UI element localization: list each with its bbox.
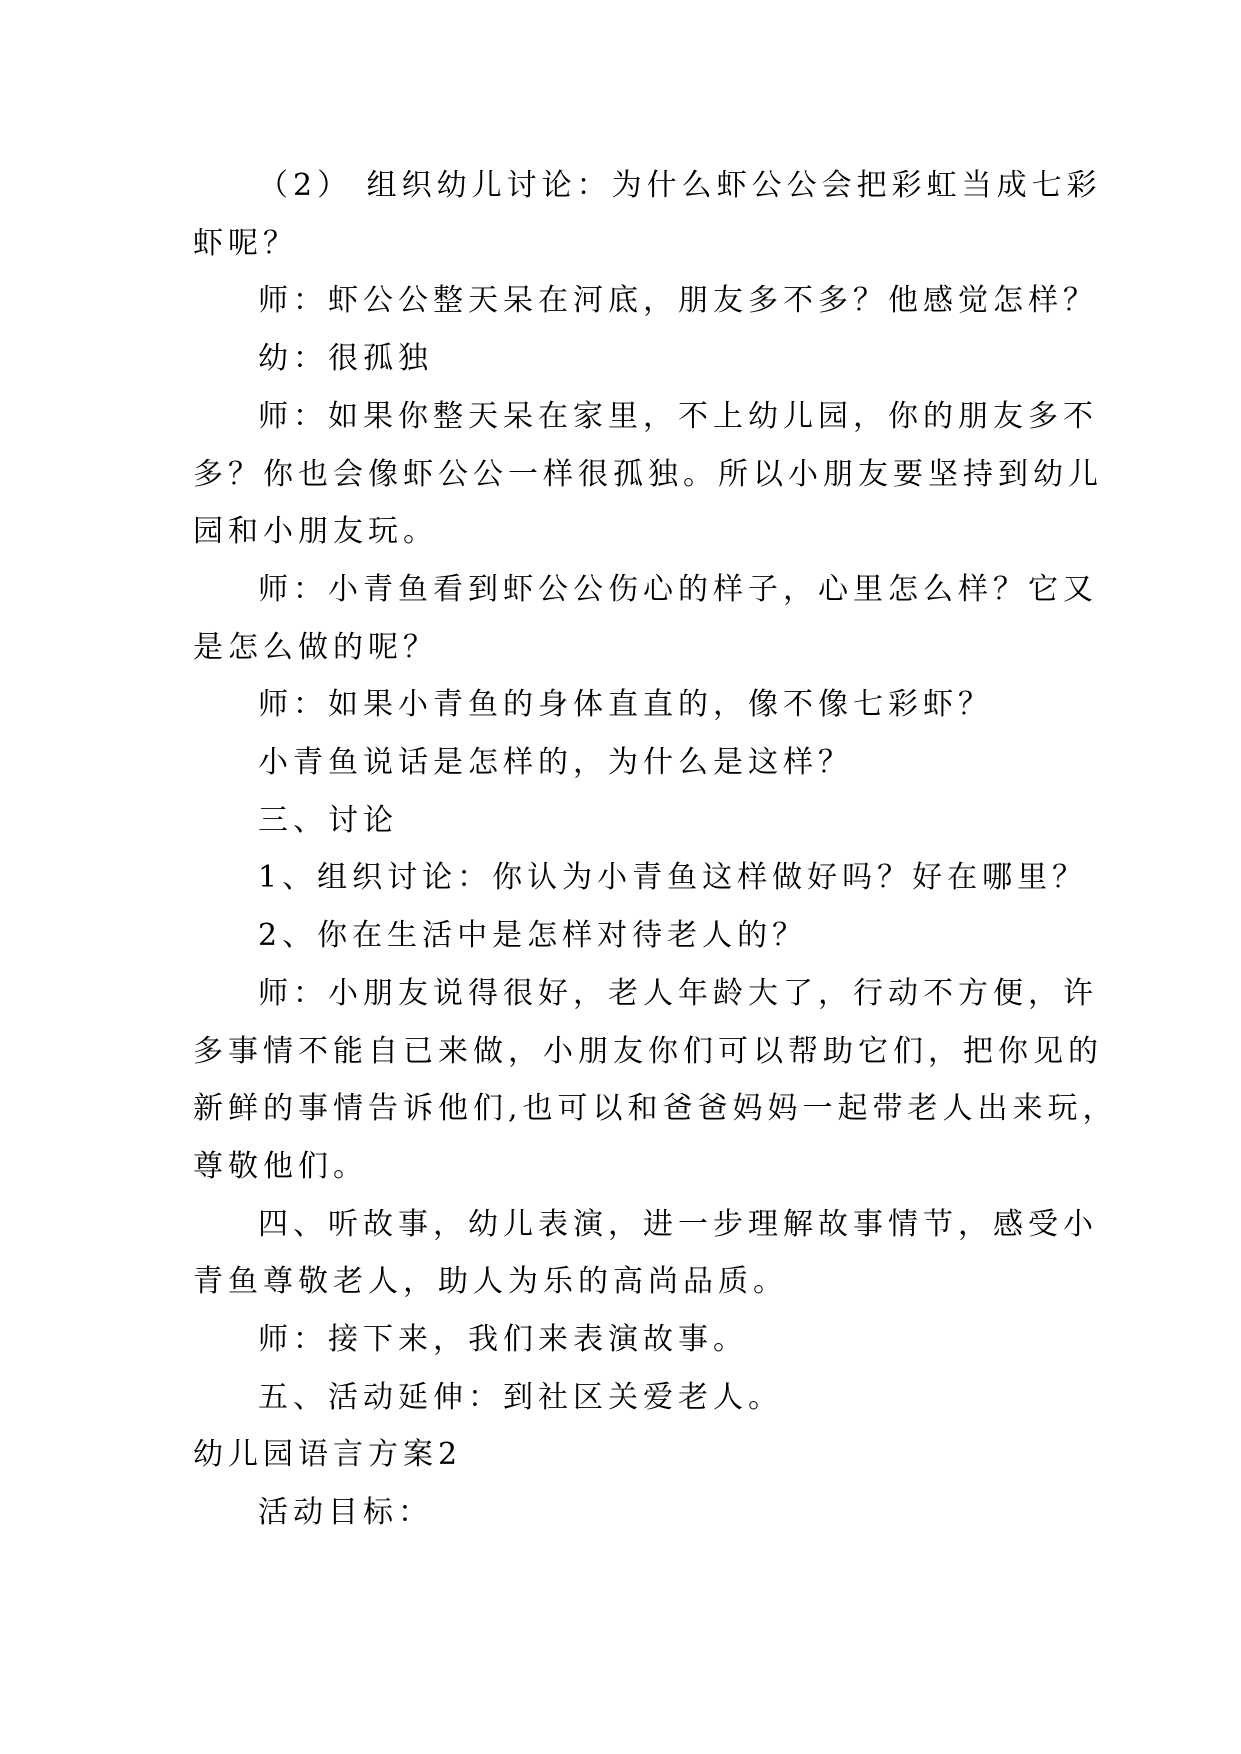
paragraph-line: 活动目标： — [258, 1495, 433, 1530]
paragraph-line: 师：如果你整天呆在家里，不上幼儿园，你的朋友多不 — [258, 399, 1098, 434]
paragraph-line: 师：如果小青鱼的身体直直的，像不像七彩虾？ — [258, 687, 993, 722]
paragraph-line: 多？你也会像虾公公一样很孤独。所以小朋友要坚持到幼儿 — [193, 457, 1103, 492]
paragraph-line: （2） 组织幼儿讨论：为什么虾公公会把彩虹当成七彩 — [258, 168, 1102, 203]
paragraph-line: 新鲜的事情告诉他们,也可以和爸爸妈妈一起带老人出来玩， — [193, 1091, 1118, 1126]
paragraph-line: 幼：很孤独 — [258, 341, 433, 376]
paragraph-line: 青鱼尊敬老人，助人为乐的高尚品质。 — [193, 1264, 788, 1299]
paragraph-line: 2、你在生活中是怎样对待老人的？ — [258, 918, 808, 953]
section-title: 幼儿园语言方案2 — [193, 1437, 463, 1472]
paragraph-line: 1、组织讨论：你认为小青鱼这样做好吗？好在哪里？ — [258, 860, 1088, 895]
paragraph-line: 师：接下来，我们来表演故事。 — [258, 1322, 748, 1357]
paragraph-line: 师：虾公公整天呆在河底，朋友多不多？他感觉怎样？ — [258, 283, 1098, 318]
paragraph-line: 园和小朋友玩。 — [193, 514, 438, 549]
paragraph-line: 四、听故事，幼儿表演，进一步理解故事情节，感受小 — [258, 1207, 1098, 1242]
paragraph-line: 虾呢？ — [193, 226, 298, 261]
section-heading: 三、讨论 — [258, 803, 398, 838]
paragraph-line: 小青鱼说话是怎样的，为什么是这样？ — [258, 745, 853, 780]
paragraph-line: 尊敬他们。 — [193, 1149, 368, 1184]
paragraph-line: 师：小朋友说得很好，老人年龄大了，行动不方便，许 — [258, 976, 1098, 1011]
paragraph-line: 是怎么做的呢？ — [193, 630, 438, 665]
paragraph-line: 多事情不能自已来做，小朋友你们可以帮助它们，把你见的 — [193, 1034, 1103, 1069]
paragraph-line: 五、活动延伸：到社区关爱老人。 — [258, 1380, 783, 1415]
paragraph-line: 师：小青鱼看到虾公公伤心的样子，心里怎么样？它又 — [258, 572, 1098, 607]
